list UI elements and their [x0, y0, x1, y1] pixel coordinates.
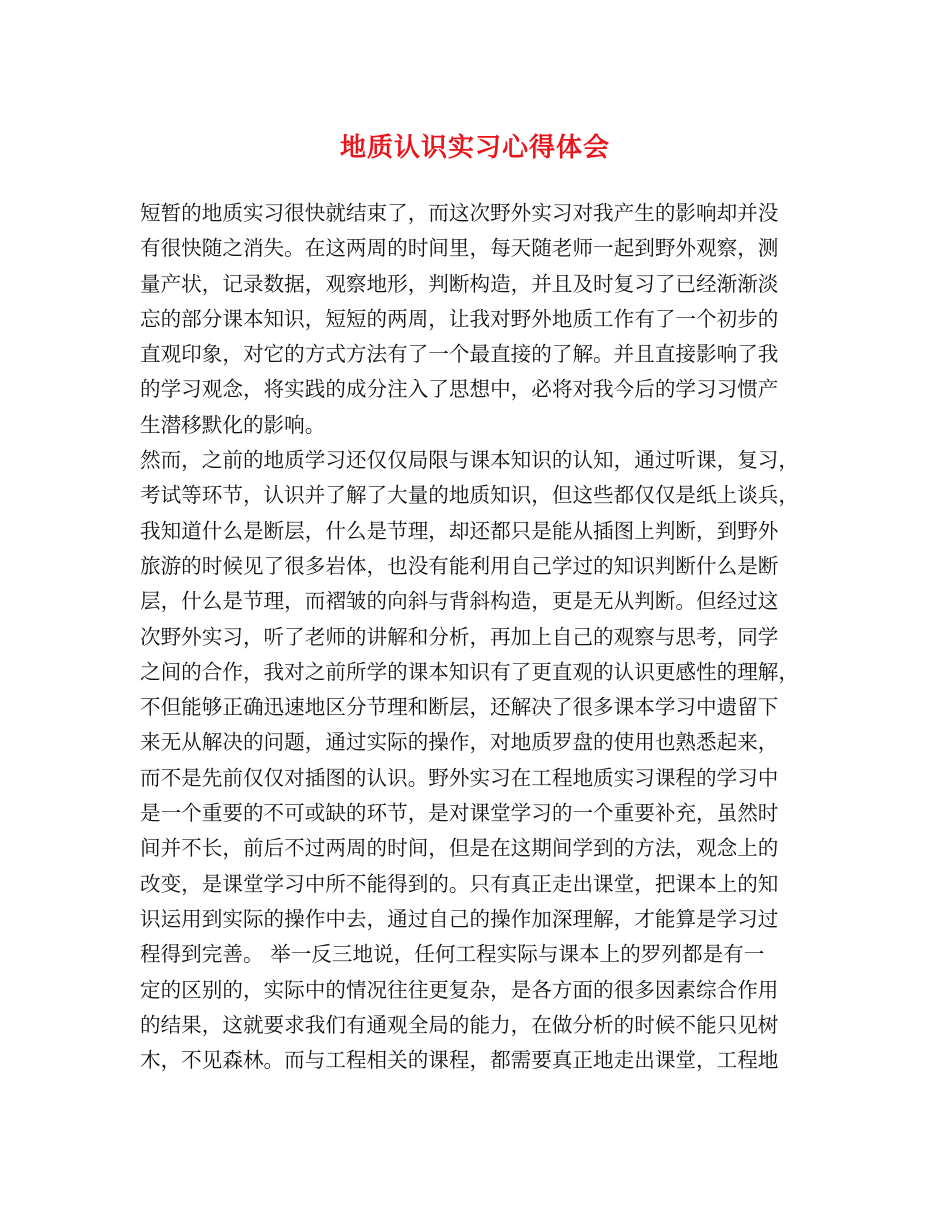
body-text-line: 来无从解决的问题，通过实际的操作，对地质罗盘的使用也熟悉起来， — [140, 730, 779, 755]
body-text-line: 的结果，这就要求我们有通观全局的能力，在做分析的时候不能只见树 — [140, 1012, 779, 1037]
body-text-line: 忘的部分课本知识，短短的两周，让我对野外地质工作有了一个初步的 — [140, 306, 779, 331]
body-text-line: 生潜移默化的影响。 — [140, 412, 326, 437]
body-text-line: 次野外实习，听了老师的讲解和分析，再加上自己的观察与思考，同学 — [140, 624, 779, 649]
document-title: 地质认识实习心得体会 — [339, 133, 610, 163]
body-text-line: 而不是先前仅仅对插图的认识。野外实习在工程地质实习课程的学习中 — [140, 765, 779, 790]
body-text-line: 程得到完善。 举一反三地说，任何工程实际与课本上的罗列都是有一 — [140, 942, 765, 967]
body-text-line: 直观印象，对它的方式方法有了一个最直接的了解。并且直接影响了我 — [140, 342, 779, 367]
body-text-line: 有很快随之消失。在这两周的时间里，每天随老师一起到野外观察，测 — [140, 236, 779, 261]
body-text-line: 不但能够正确迅速地区分节理和断层，还解决了很多课本学习中遗留下 — [140, 695, 779, 720]
body-text-line: 木，不见森林。而与工程相关的课程，都需要真正地走出课堂，工程地 — [140, 1048, 779, 1073]
body-text-line: 之间的合作，我对之前所学的课本知识有了更直观的认识更感性的理解， — [140, 659, 799, 684]
body-text-line: 间并不长，前后不过两周的时间，但是在这期间学到的方法，观念上的 — [140, 836, 779, 861]
body-text-line: 我知道什么是断层，什么是节理，却还都只是能从插图上判断，到野外 — [140, 518, 779, 543]
body-text-line: 考试等环节，认识并了解了大量的地质知识，但这些都仅仅是纸上谈兵， — [140, 483, 799, 508]
body-text-line: 层，什么是节理，而褶皱的向斜与背斜构造，更是无从判断。但经过这 — [140, 589, 779, 614]
body-text-line: 识运用到实际的操作中去，通过自己的操作加深理解，才能算是学习过 — [140, 906, 779, 931]
body-text-line: 量产状，记录数据，观察地形，判断构造，并且及时复习了已经渐渐淡 — [140, 271, 779, 296]
body-text-line: 旅游的时候见了很多岩体，也没有能利用自己学过的知识判断什么是断 — [140, 553, 779, 578]
body-text-line: 改变，是课堂学习中所不能得到的。只有真正走出课堂，把课本上的知 — [140, 871, 779, 896]
body-text-line: 然而，之前的地质学习还仅仅局限与课本知识的认知，通过听课，复习， — [140, 448, 799, 473]
body-text-line: 短暂的地质实习很快就结束了，而这次野外实习对我产生的影响却并没 — [140, 201, 779, 225]
body-text-line: 的学习观念，将实践的成分注入了思想中，必将对我今后的学习习惯产 — [140, 377, 779, 402]
body-text-line: 是一个重要的不可或缺的环节，是对课堂学习的一个重要补充，虽然时 — [140, 801, 779, 826]
document-body — [140, 196, 820, 1078]
body-text-line: 定的区别的，实际中的情况往往更复杂，是各方面的很多因素综合作用 — [140, 977, 779, 1002]
